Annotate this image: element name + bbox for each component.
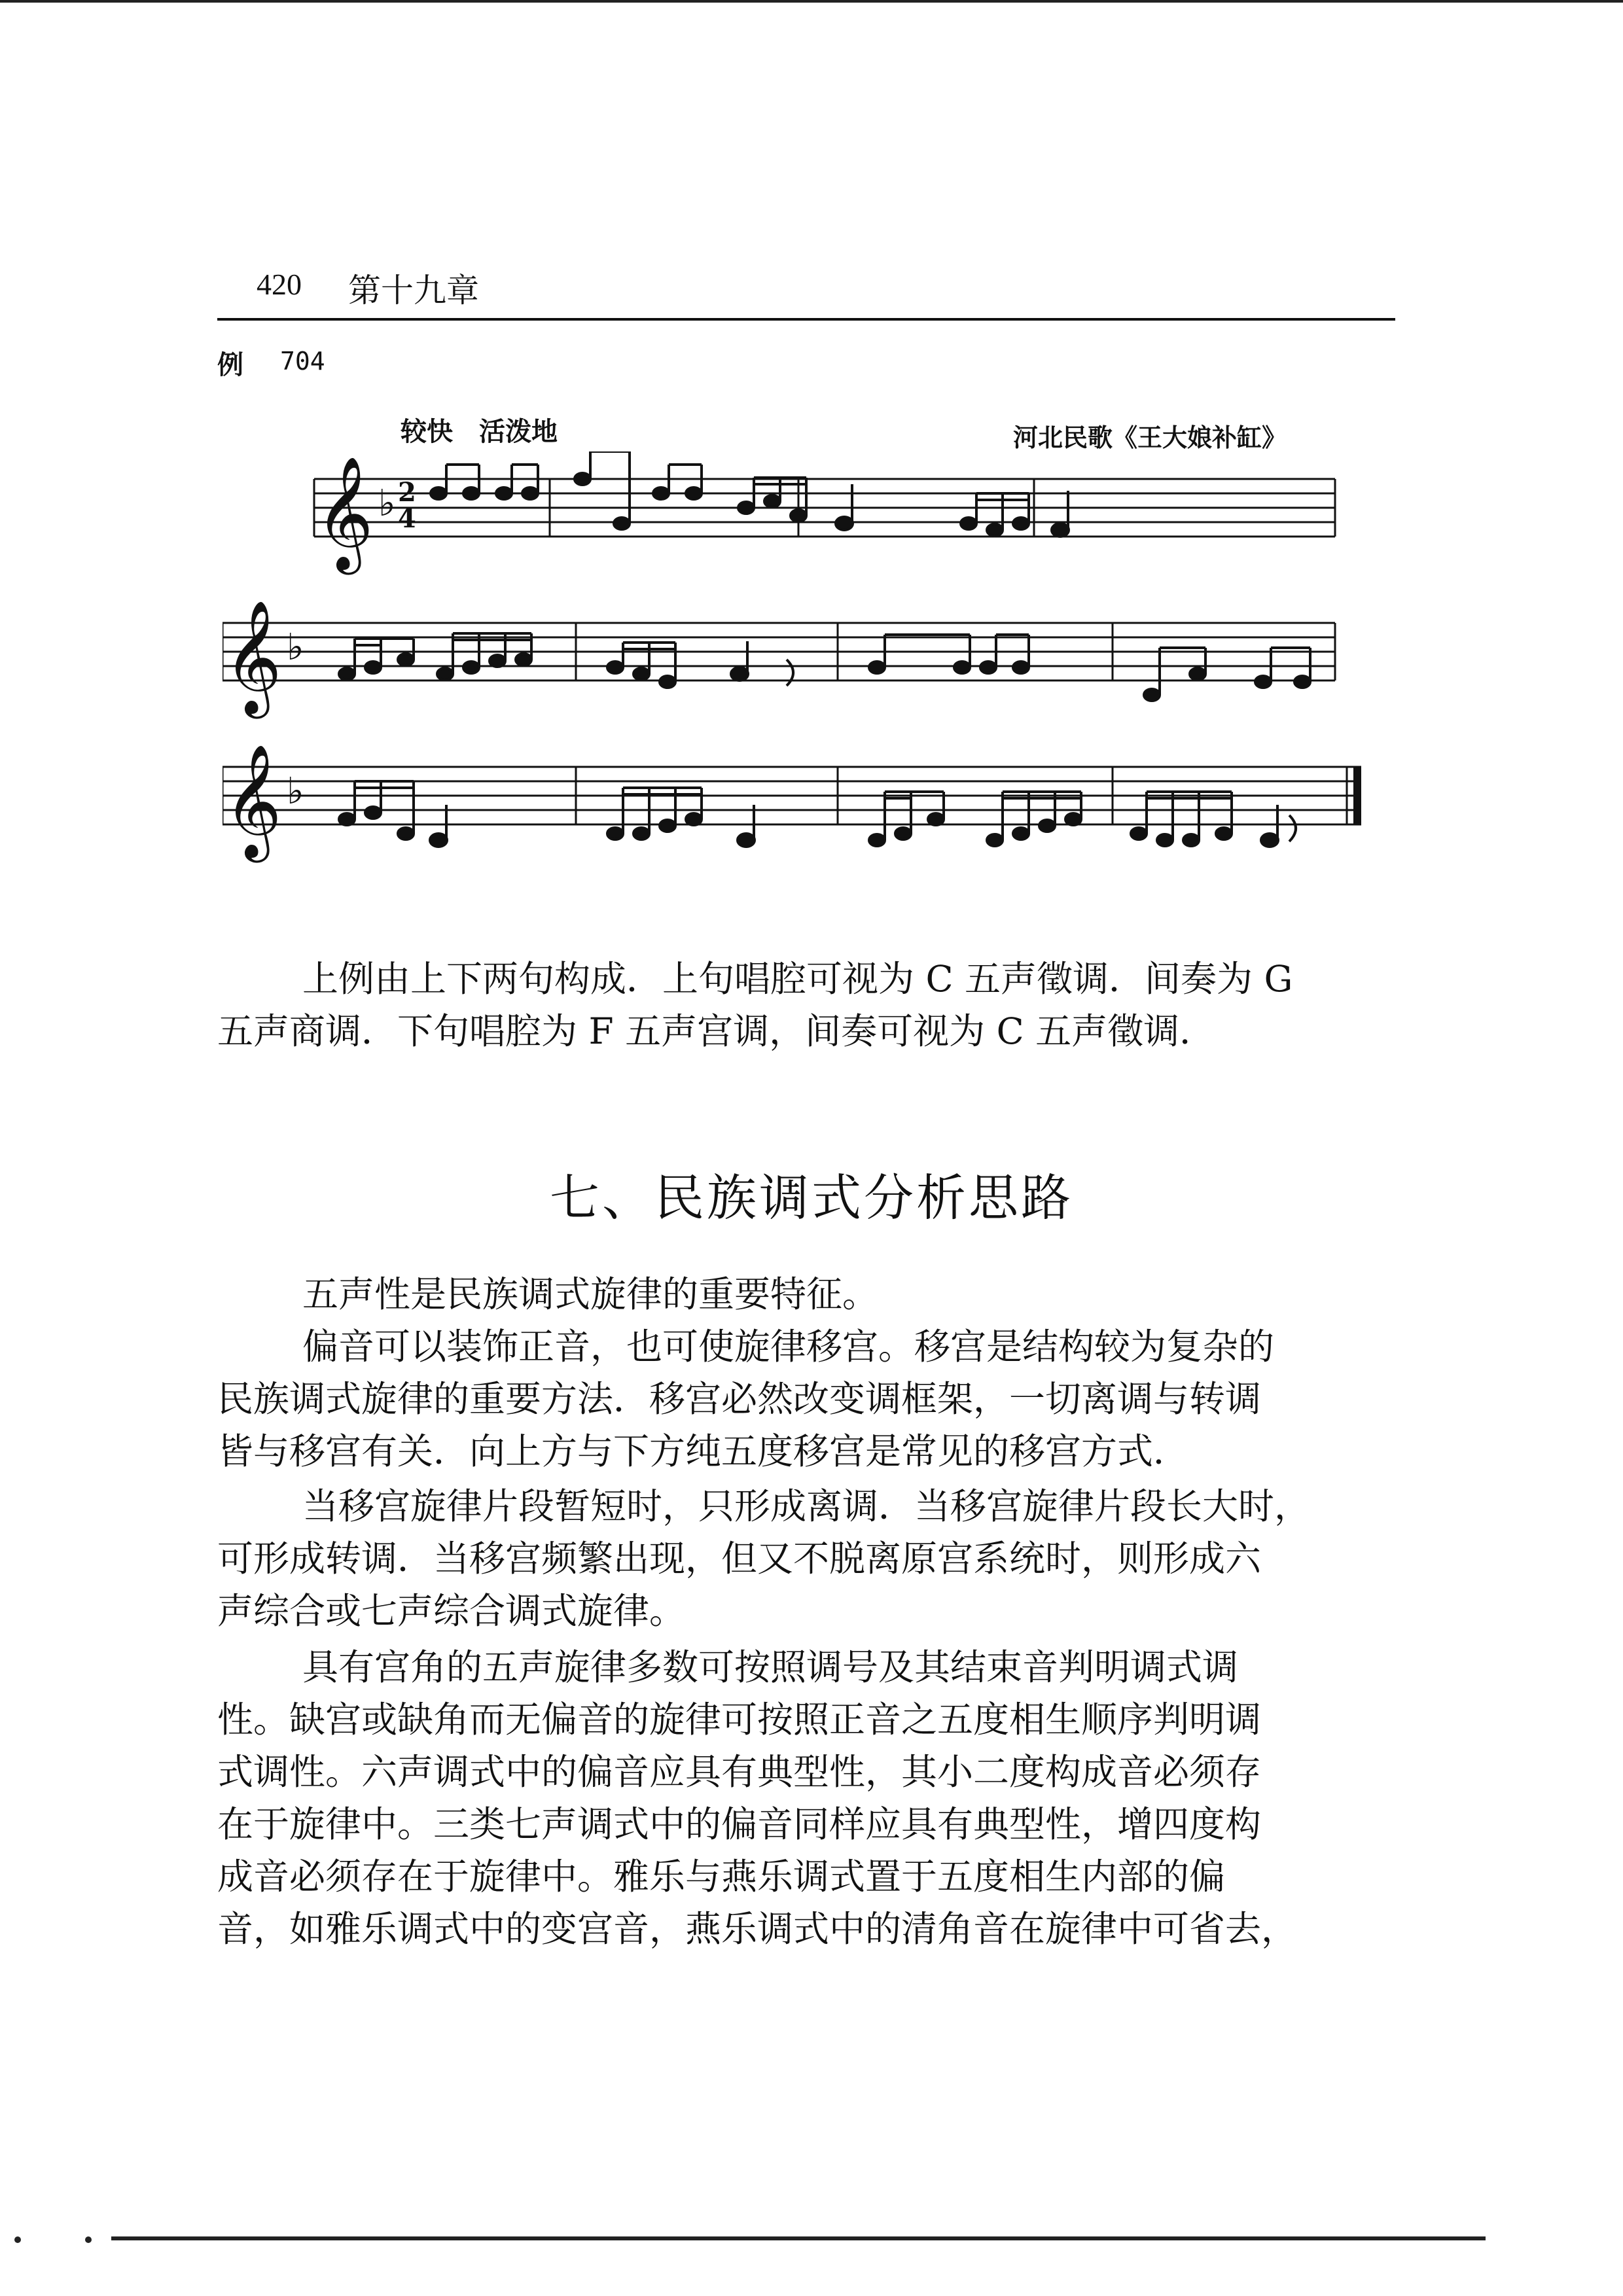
bottom-scan-edge bbox=[111, 2236, 1486, 2240]
paragraph-line: 五声商调．下句唱腔为 F 五声宫调，间奏可视为 C 五声徵调． bbox=[217, 1010, 1216, 1052]
song-source: 河北民歌《王大娘补缸》 bbox=[1013, 423, 1287, 452]
breath-mark bbox=[787, 660, 793, 686]
body-paragraph-1 bbox=[217, 1268, 1376, 1320]
paragraph-line: 音，如雅乐调式中的变宫音，燕乐调式中的清角音在旋律中可省去， bbox=[217, 1908, 1298, 1950]
paragraph-line: 在于旋律中。三类七声调式中的偏音同样应具有典型性，增四度构 bbox=[217, 1803, 1262, 1845]
paragraph-line: 上例由上下两句构成．上句唱腔可视为 C 五声徵调．间奏为 G bbox=[302, 958, 1293, 1000]
scan-speck bbox=[14, 2236, 21, 2243]
time-signature-bottom: 4 bbox=[398, 503, 416, 534]
time-signature-top: 2 bbox=[398, 477, 416, 508]
staff-3-notes bbox=[339, 781, 1278, 847]
analysis-paragraph bbox=[217, 953, 1376, 1057]
paragraph-line: 五声性是民族调式旋律的重要特征。 bbox=[302, 1273, 879, 1315]
breath-mark bbox=[1289, 815, 1296, 841]
flat-sign: ♭ bbox=[378, 482, 396, 525]
flat-sign: ♭ bbox=[287, 626, 304, 669]
paragraph-line: 可形成转调．当移宫频繁出现，但又不脱离原宫系统时，则形成六 bbox=[217, 1538, 1262, 1580]
page-header bbox=[217, 260, 1395, 313]
body-paragraph-2 bbox=[217, 1320, 1376, 1477]
flat-sign: ♭ bbox=[287, 770, 304, 813]
paragraph-line: 当移宫旋律片段暂短时，只形成离调．当移宫旋律片段长大时， bbox=[302, 1485, 1311, 1527]
treble-clef: 𝄞 bbox=[315, 456, 374, 570]
music-score bbox=[223, 451, 1387, 883]
paragraph-line: 具有宫角的五声旋律多数可按照调号及其结束音判明调式调 bbox=[302, 1646, 1239, 1688]
paragraph-line: 性。缺宫或缺角而无偏音的旋律可按照正音之五度相生顺序判明调 bbox=[217, 1699, 1262, 1740]
paragraph-line: 偏音可以装饰正音，也可使旋律移宫。移宫是结构较为复杂的 bbox=[302, 1326, 1275, 1368]
chapter-title: 第十九章 bbox=[348, 272, 479, 309]
body-paragraph-4 bbox=[217, 1641, 1376, 1955]
body-paragraph-3 bbox=[217, 1480, 1376, 1637]
scan-speck bbox=[85, 2236, 92, 2243]
top-scan-edge bbox=[0, 0, 1623, 3]
treble-clef: 𝄞 bbox=[224, 744, 282, 858]
paragraph-line: 成音必须存在于旋律中。雅乐与燕乐调式置于五度相生内部的偏 bbox=[217, 1856, 1226, 1898]
page-number: 420 bbox=[257, 268, 302, 301]
header-rule bbox=[217, 318, 1395, 321]
treble-clef: 𝄞 bbox=[224, 600, 282, 714]
paragraph-line: 声综合或七声综合调式旋律。 bbox=[217, 1590, 686, 1632]
paragraph-line: 皆与移宫有关．向上方与下方纯五度移宫是常见的移宫方式． bbox=[217, 1430, 1190, 1472]
staff-3 bbox=[223, 767, 1361, 824]
example-number: 704 bbox=[280, 347, 325, 376]
tempo-marking: 较快 活泼地 bbox=[401, 416, 558, 447]
section-title: 七、民族调式分析思路 bbox=[550, 1169, 1073, 1227]
example-label: 例 bbox=[217, 349, 243, 380]
paragraph-line: 式调性。六声调式中的偏音应具有典型性，其小二度构成音必须存 bbox=[217, 1751, 1262, 1793]
staff-2 bbox=[223, 623, 1335, 680]
paragraph-line: 民族调式旋律的重要方法．移宫必然改变调框架，一切离调与转调 bbox=[217, 1378, 1262, 1420]
